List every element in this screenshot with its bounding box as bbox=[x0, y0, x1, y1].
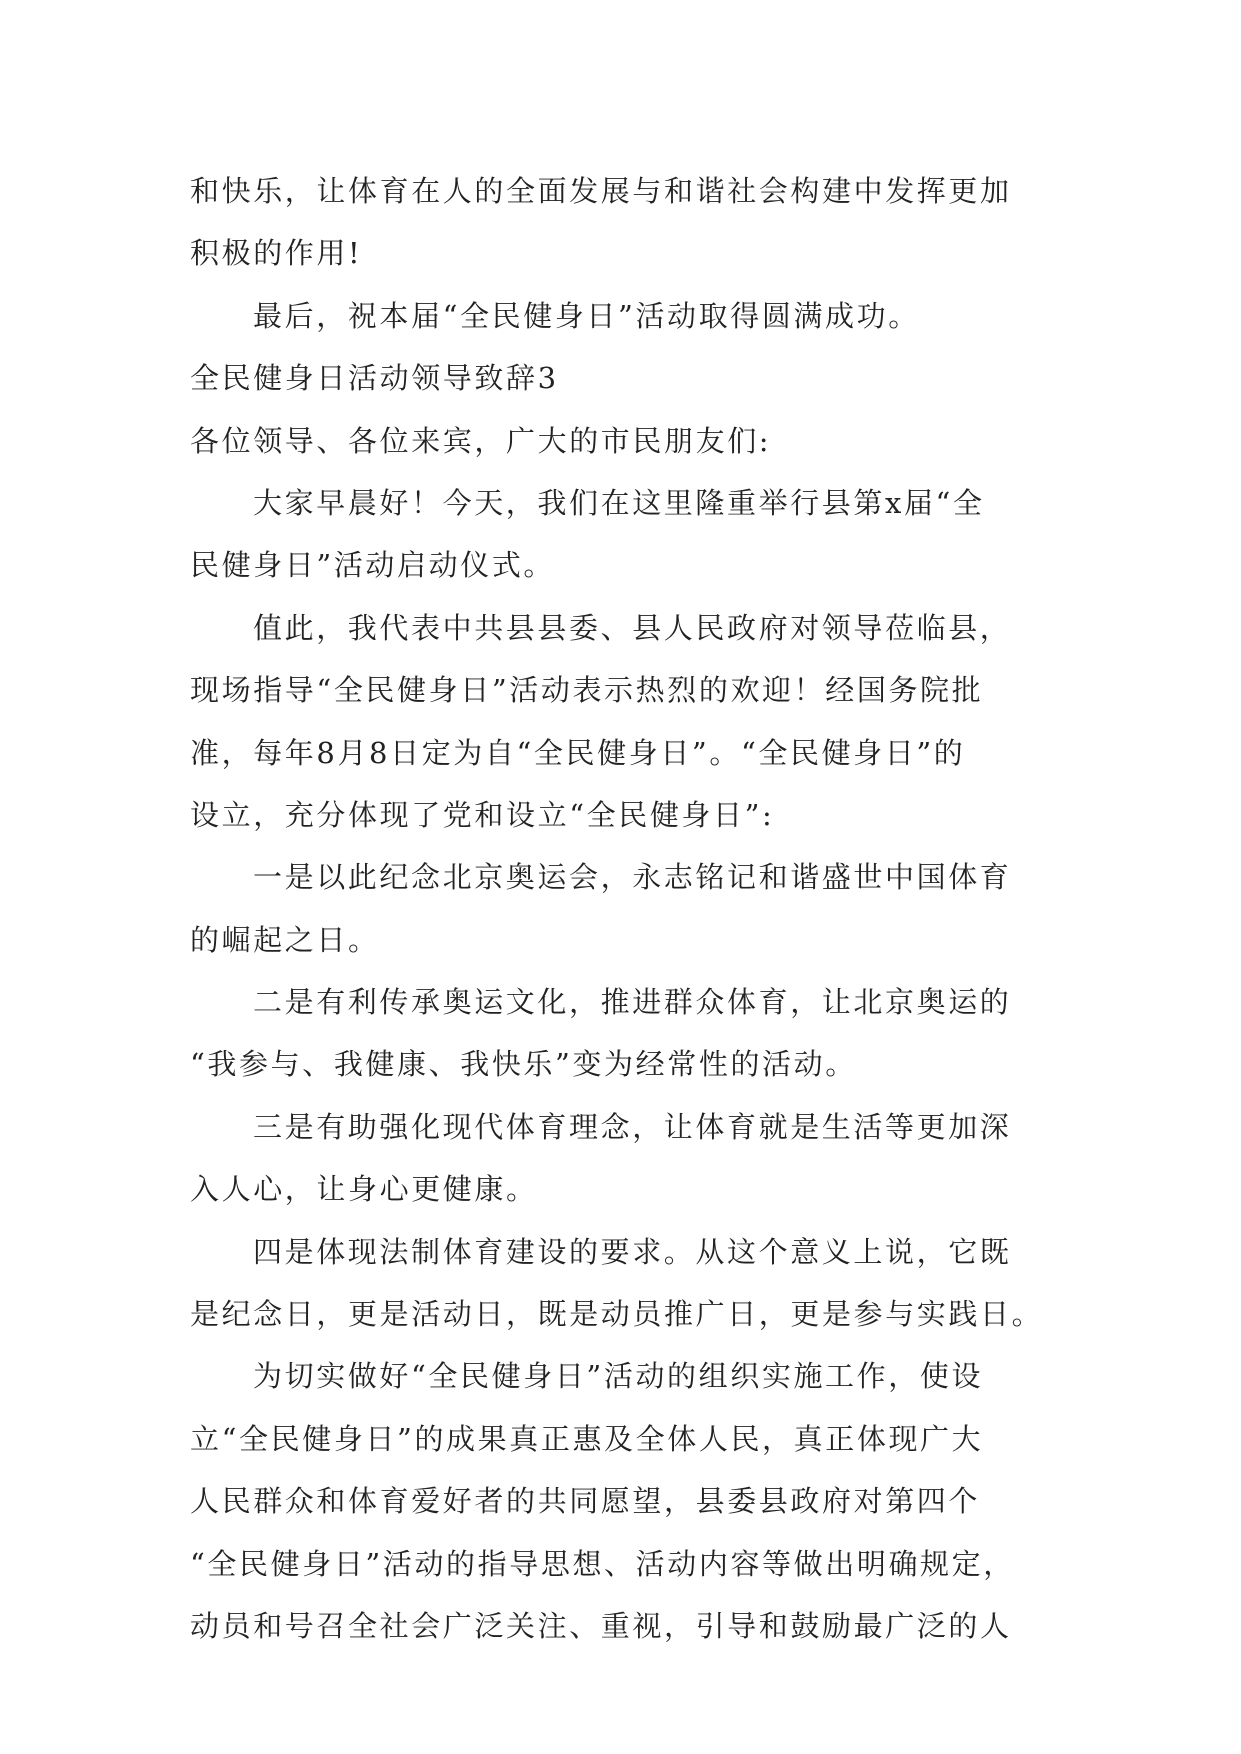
text-line: 动员和号召全社会广泛关注、重视，引导和鼓励最广泛的人 bbox=[190, 1608, 1012, 1643]
text-line: 立“全民健身日”的成果真正惠及全体人民，真正体现广大 bbox=[190, 1421, 984, 1456]
text-line: 四是体现法制体育建设的要求。从这个意义上说，它既 bbox=[253, 1234, 1012, 1269]
text-line: 一是以此纪念北京奥运会，永志铭记和谐盛世中国体育 bbox=[253, 860, 1012, 895]
text-line: 最后，祝本届“全民健身日”活动取得圆满成功。 bbox=[253, 298, 920, 333]
text-line: 入人心，让身心更健康。 bbox=[190, 1172, 538, 1207]
document-body bbox=[190, 160, 1070, 1657]
text-line: 为切实做好“全民健身日”活动的组织实施工作，使设 bbox=[253, 1359, 984, 1394]
text-line: 人民群众和体育爱好者的共同愿望，县委县政府对第四个 bbox=[190, 1484, 981, 1519]
salutation: 各位领导、各位来宾，广大的市民朋友们: bbox=[190, 423, 772, 458]
text-line: 现场指导“全民健身日”活动表示热烈的欢迎！经国务院批 bbox=[190, 673, 984, 708]
text-line: 的崛起之日。 bbox=[190, 922, 380, 957]
text-line: 大家早晨好！今天，我们在这里隆重举行县第x届“全 bbox=[253, 485, 985, 520]
text-line: 三是有助强化现代体育理念，让体育就是生活等更加深 bbox=[253, 1109, 1012, 1144]
text-line: 积极的作用! bbox=[190, 236, 363, 271]
text-line: 是纪念日，更是活动日，既是动员推广日，更是参与实践日。 bbox=[190, 1297, 1044, 1332]
text-line: “我参与、我健康、我快乐”变为经常性的活动。 bbox=[190, 1047, 857, 1082]
text-line: 准，每年8月8日定为自“全民健身日”。“全民健身日”的 bbox=[190, 735, 966, 770]
section-heading: 全民健身日活动领导致辞3 bbox=[190, 361, 559, 396]
text-line: “全民健身日”活动的指导思想、活动内容等做出明确规定， bbox=[190, 1546, 1015, 1581]
text-line: 值此，我代表中共县县委、县人民政府对领导莅临县， bbox=[253, 610, 1012, 645]
text-line: 民健身日”活动启动仪式。 bbox=[190, 548, 556, 583]
text-line: 和快乐，让体育在人的全面发展与和谐社会构建中发挥更加 bbox=[190, 174, 1012, 208]
text-line: 设立，充分体现了党和设立“全民健身日”: bbox=[190, 797, 775, 832]
text-line: 二是有利传承奥运文化，推进群众体育，让北京奥运的 bbox=[253, 985, 1012, 1020]
